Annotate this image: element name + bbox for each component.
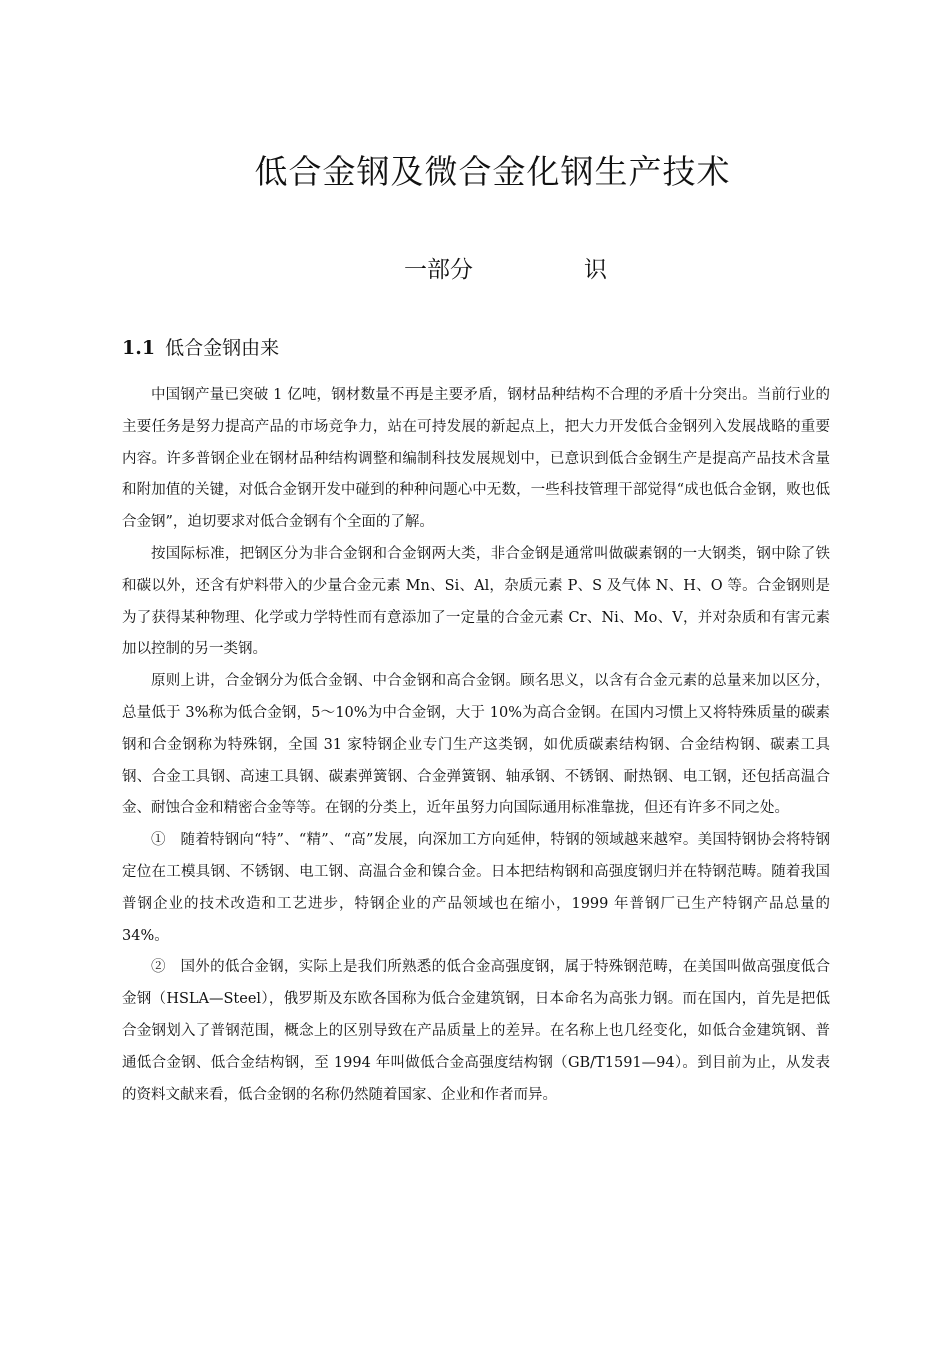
paragraph-4: ① 随着特钢向“特”、“精”、“高”发展，向深加工方向延伸，特钢的领域越来越窄。美国特钢协会将特钢定位在工模具钢、不锈钢、电工钢、高温合金和镍合金。日本把结构钢和高强度钢归并在特钢范畴。随着我国普钢企业的技术改造和工艺进步，特钢企业的产品领域也在缩小，1999 年普钢厂已生产特钢产品总量的 34%。 xyxy=(122,832,830,944)
document-title: 低合金钢及微合金化钢生产技术 xyxy=(254,152,731,191)
paragraph-3: 原则上讲，合金钢分为低合金钢、中合金钢和高合金钢。顾名思义，以含有合金元素的总量来加以区分，总量低于 3%称为低合金钢，5～10%为中合金钢，大于 10%为高合金钢。在国内习惯上又将特殊质量的碳素钢和合金钢称为特殊钢，全国 31 家特钢企业专门生产这类钢，如优质碳素结构钢、合金结构钢、碳素工具钢、合金工具钢、高速工具钢、碳素弹簧钢、合金弹簧钢、轴承钢、不锈钢、耐热钢、电工钢，还包括高温合金、耐蚀合金和精密合金等等。在钢的分类上，近年虽努力向国际通用标准靠拢，但还有许多不同之处。 xyxy=(122,673,830,817)
section-number: 1.1 xyxy=(122,337,156,359)
part-subtitle-right: 识 xyxy=(584,257,607,283)
section-title: 低合金钢由来 xyxy=(165,337,280,359)
paragraph-1: 中国钢产量已突破 1 亿吨，钢材数量不再是主要矛盾，钢材品种结构不合理的矛盾十分突出。当前行业的主要任务是努力提高产品的市场竞争力，站在可持发展的新起点上，把大力开发低合金钢列入发展战略的重要内容。许多普钢企业在钢材品种结构调整和编制科技发展规划中，已意识到低合金钢生产是提高产品技术含量和附加值的关键，对低合金钢开发中碰到的种种问题心中无数，一些科技管理干部觉得“成也低合金钢，败也低合金钢”，迫切要求对低合金钢有个全面的了解。 xyxy=(122,387,830,531)
paragraph-5: ② 国外的低合金钢，实际上是我们所熟悉的低合金高强度钢，属于特殊钢范畴，在美国叫做高强度低合金钢（HSLA—Steel），俄罗斯及东欧各国称为低合金建筑钢，日本命名为高张力钢。而在国内，首先是把低合金钢划入了普钢范围，概念上的区别导致在产品质量上的差异。在名称上也几经变化，如低合金建筑钢、普通低合金钢、低合金结构钢，至 1994 年叫做低合金高强度结构钢（GB/T1591—94）。到目前为止，从发表的资料文献来看，低合金钢的名称仍然随着国家、企业和作者而异。 xyxy=(122,959,830,1103)
section-heading xyxy=(122,333,279,360)
paragraph-2: 按国际标准，把钢区分为非合金钢和合金钢两大类，非合金钢是通常叫做碳素钢的一大钢类，钢中除了铁和碳以外，还含有炉料带入的少量合金元素 Mn、Si、Al，杂质元素 P、S 及气体 N、H、O 等。合金钢则是为了获得某种物理、化学或力学特性而有意添加了一定量的合金元素 Cr、Ni、Mo、V，并对杂质和有害元素加以控制的另一类钢。 xyxy=(122,545,830,658)
part-subtitle-left: 一部分 xyxy=(404,257,473,283)
body-text xyxy=(122,380,830,1111)
part-subtitle xyxy=(404,251,624,283)
